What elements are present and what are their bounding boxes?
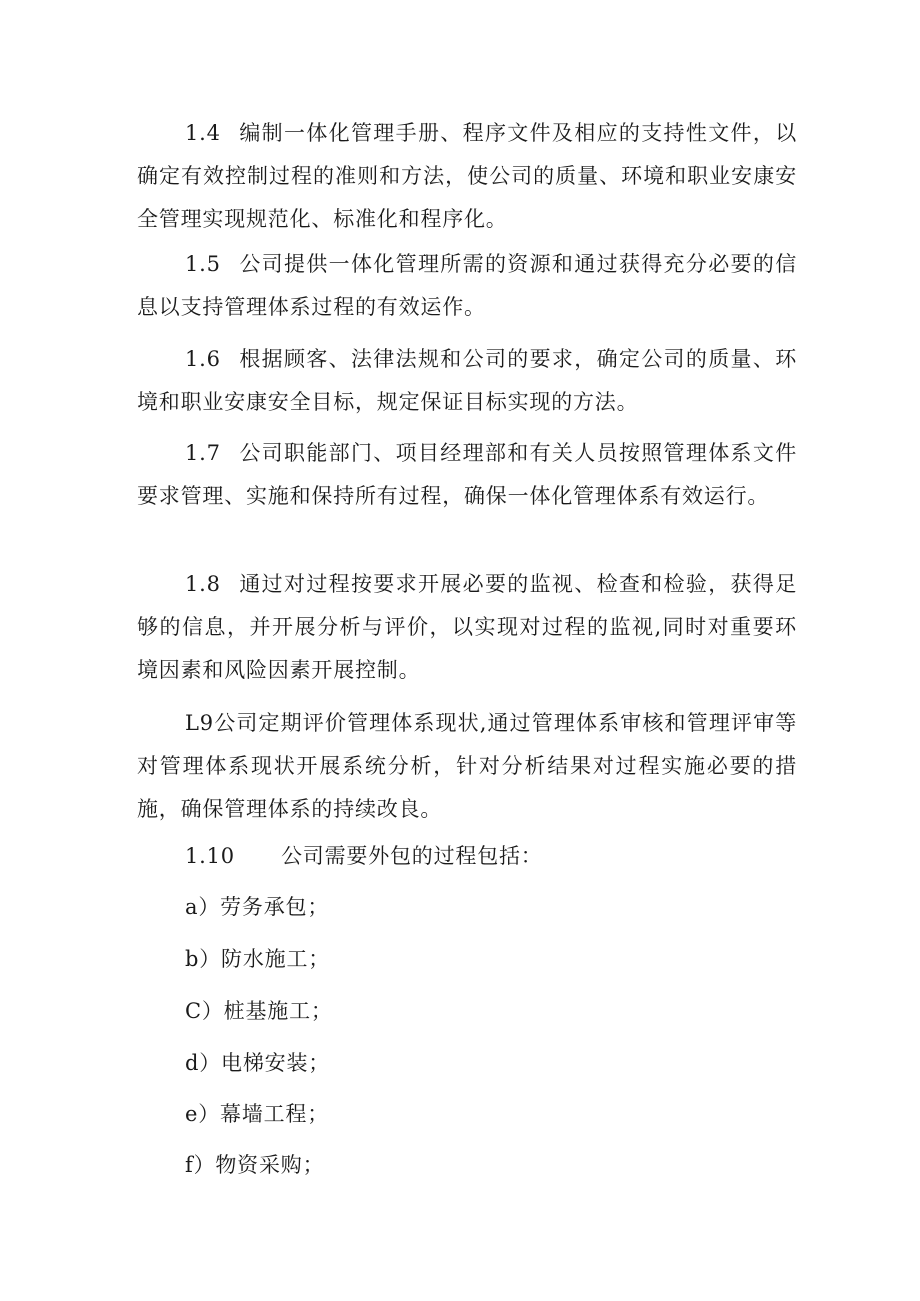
paragraph-1-9 (137, 702, 797, 831)
paragraph-1-6 (137, 338, 797, 424)
clause-number: 1.6 (185, 347, 221, 371)
clause-text: 公司定期评价管理体系现状,通过管理体系审核和管理评审等对管理体系现状开展系统分析，针对分析结果对过程实施必要的措施，确保管理体系的持续改良。 (137, 711, 797, 821)
paragraph-1-7 (137, 432, 797, 518)
clause-number: 1.5 (185, 252, 221, 276)
clause-number: 1.4 (185, 121, 221, 145)
list-item: f）物资采购； (185, 1153, 325, 1177)
clause-text: 公司职能部门、项目经理部和有关人员按照管理体系文件要求管理、实施和保持所有过程，确保一体化管理体系有效运行。 (137, 441, 797, 508)
clause-number: 1.10 (185, 844, 235, 868)
clause-number: 1.7 (185, 441, 221, 465)
clause-text: 公司需要外包的过程包括： (281, 844, 543, 868)
list-item: d）电梯安装； (185, 1051, 331, 1075)
paragraph-1-8 (137, 563, 797, 692)
clause-text: 根据顾客、法律法规和公司的要求，确定公司的质量、环境和职业安康安全目标，规定保证目标实现的方法。 (137, 347, 797, 414)
list-item: b）防水施工； (185, 947, 331, 971)
paragraph-1-4 (137, 112, 797, 241)
paragraph-1-10 (185, 835, 543, 878)
clause-text: 通过对过程按要求开展必要的监视、检查和检验，获得足够的信息，并开展分析与评价，以实现对过程的监视,同时对重要环境因素和风险因素开展控制。 (137, 572, 797, 682)
clause-number: L9 (185, 711, 214, 735)
paragraph-1-5 (137, 243, 797, 329)
list-item: C）桩基施工； (185, 999, 333, 1023)
clause-text: 公司提供一体化管理所需的资源和通过获得充分必要的信息以支持管理体系过程的有效运作。 (137, 252, 797, 319)
list-item: a）劳务承包； (185, 895, 330, 919)
clause-text: 编制一体化管理手册、程序文件及相应的支持性文件，以确定有效控制过程的准则和方法，使公司的质量、环境和职业安康安全管理实现规范化、标准化和程序化。 (137, 121, 797, 231)
clause-number: 1.8 (185, 572, 221, 596)
list-item: e）幕墙工程； (185, 1102, 330, 1126)
